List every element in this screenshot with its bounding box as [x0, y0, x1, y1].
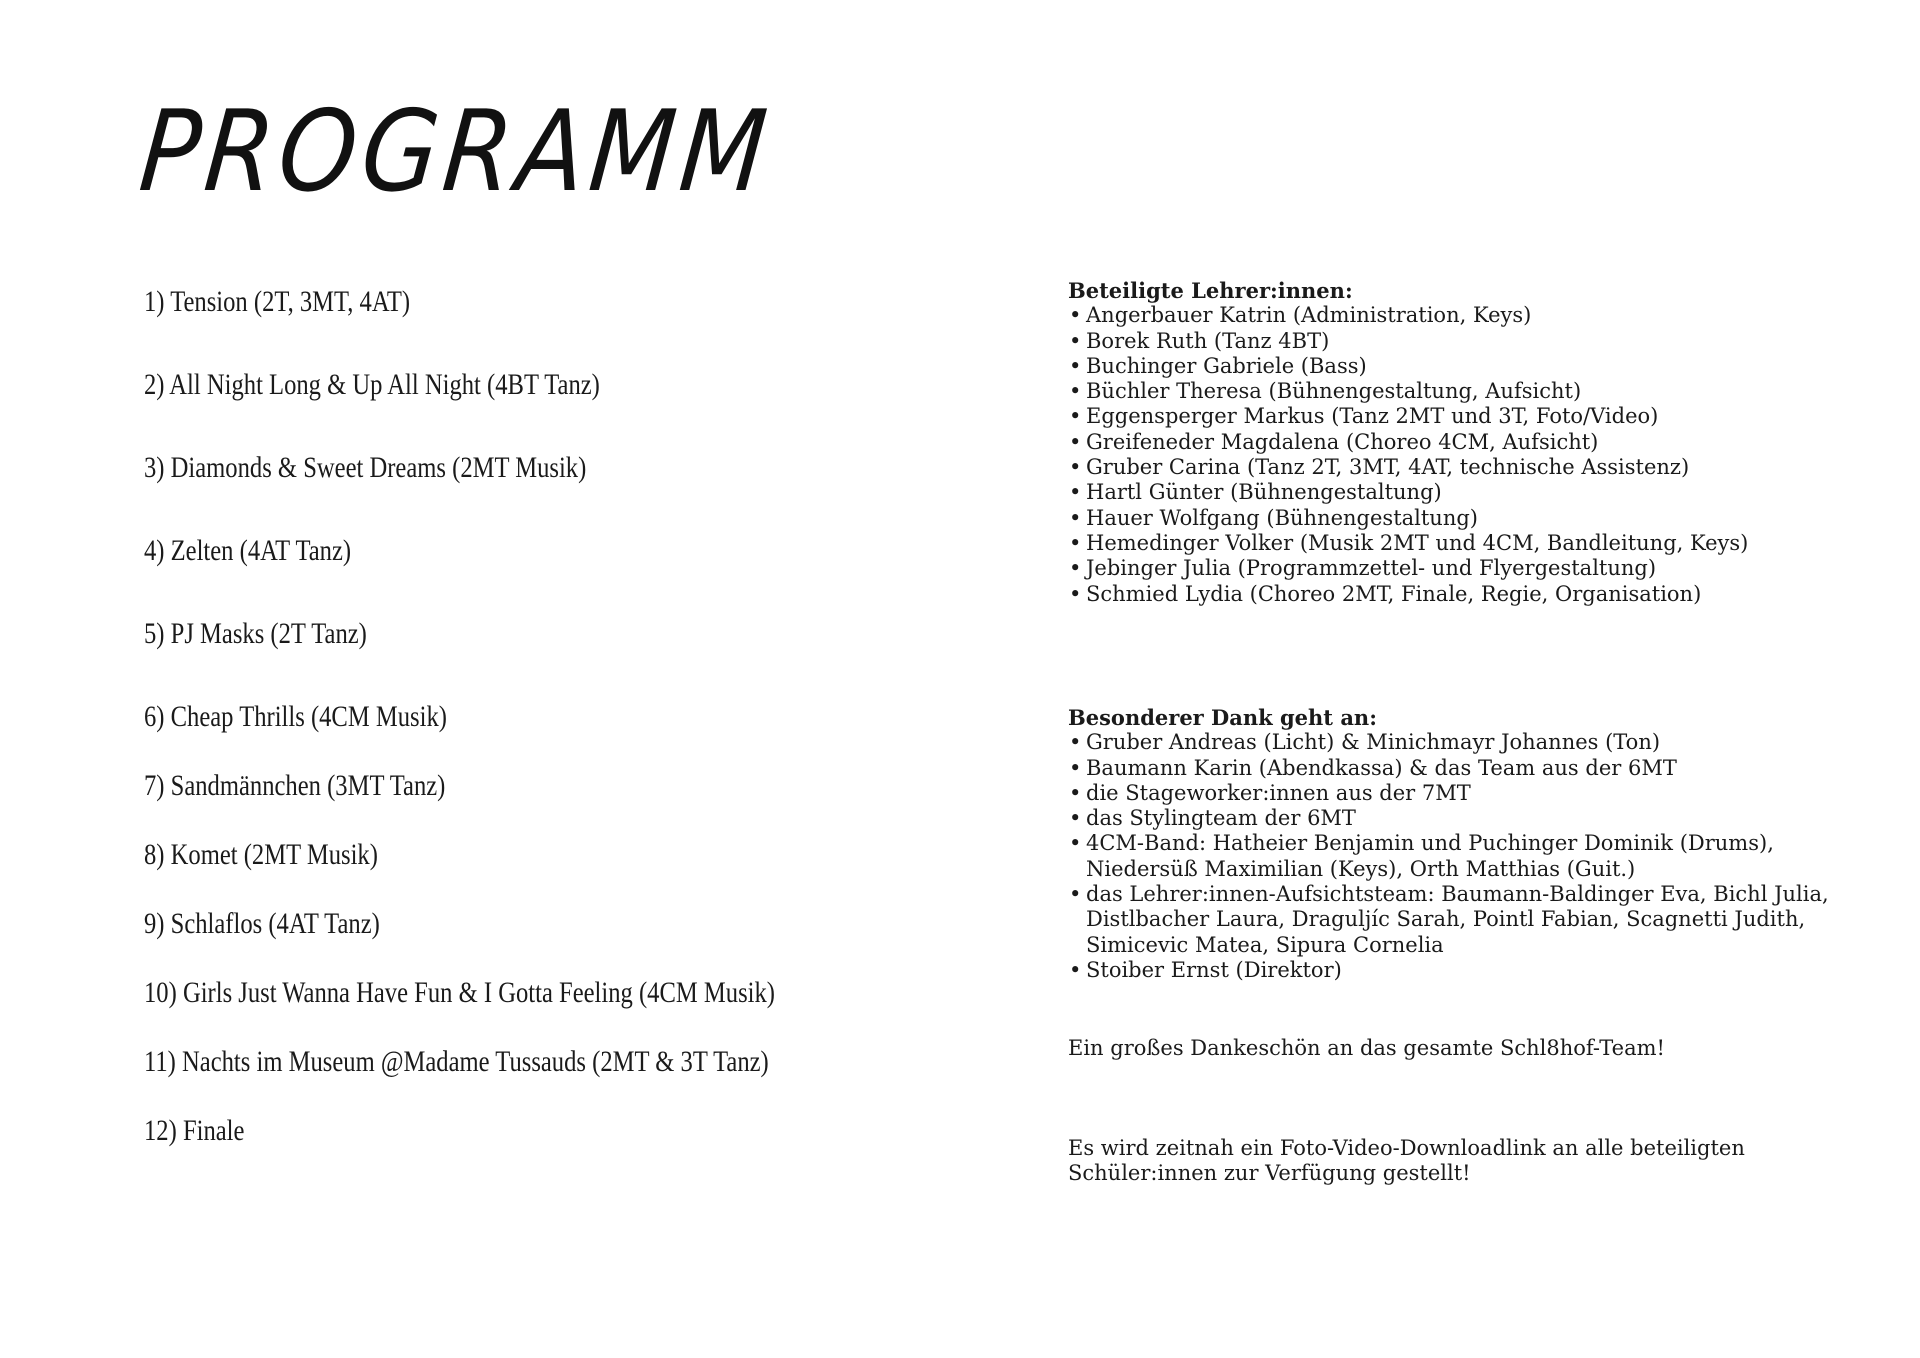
program-item: 11) Nachts im Museum @Madame Tussauds (2MT & 3T Tanz)	[144, 1045, 769, 1078]
thanks-heading: Besonderer Dank geht an:	[1068, 705, 1377, 730]
teacher-item: • Eggensperger Markus (Tanz 2MT und 3T, Foto/Video)	[1068, 404, 1888, 429]
teacher-item: • Greifeneder Magdalena (Choreo 4CM, Aufsicht)	[1068, 430, 1888, 455]
thanks-section	[1068, 705, 1888, 983]
teacher-item: • Schmied Lydia (Choreo 2MT, Finale, Regie, Organisation)	[1068, 582, 1888, 607]
teacher-item: • Büchler Theresa (Bühnengestaltung, Aufsicht)	[1068, 379, 1888, 404]
teacher-item: • Gruber Carina (Tanz 2T, 3MT, 4AT, technische Assistenz)	[1068, 455, 1888, 480]
program-item: 6) Cheap Thrills (4CM Musik)	[144, 700, 447, 733]
download-notice: Es wird zeitnah ein Foto-Video-Downloadlink an alle beteiligten Schüler:innen zur Verfügung gestellt!	[1068, 1136, 1745, 1186]
thanks-item: • das Stylingteam der 6MT	[1068, 806, 1888, 831]
program-item: 5) PJ Masks (2T Tanz)	[144, 617, 367, 650]
program-item: 2) All Night Long & Up All Night (4BT Tanz)	[144, 368, 600, 401]
teacher-item: • Buchinger Gabriele (Bass)	[1068, 354, 1888, 379]
program-item: 4) Zelten (4AT Tanz)	[144, 534, 352, 567]
thanks-list	[1068, 730, 1888, 983]
teachers-heading: Beteiligte Lehrer:innen:	[1068, 278, 1353, 303]
program-item: 1) Tension (2T, 3MT, 4AT)	[144, 285, 411, 318]
teacher-item: • Jebinger Julia (Programmzettel- und Flyergestaltung)	[1068, 556, 1888, 581]
program-item: 10) Girls Just Wanna Have Fun & I Gotta Feeling (4CM Musik)	[144, 976, 775, 1009]
program-item: 7) Sandmännchen (3MT Tanz)	[144, 769, 446, 802]
thanks-item: • Stoiber Ernst (Direktor)	[1068, 958, 1888, 983]
program-item: 9) Schlaflos (4AT Tanz)	[144, 907, 380, 940]
thanks-item: • 4CM-Band: Hatheier Benjamin und Puchinger Dominik (Drums), Niedersüß Maximilian (Keys), Orth Matthias (Guit.)	[1068, 831, 1888, 882]
thanks-item: • die Stageworker:innen aus der 7MT	[1068, 781, 1888, 806]
thanks-item: • das Lehrer:innen-Aufsichtsteam: Baumann-Baldinger Eva, Bichl Julia, Distlbacher Laura, Draguljíc Sarah, Pointl Fabian, Scagnetti Judith, Simicevic Matea, Sipura Cornelia	[1068, 882, 1888, 958]
page-title: PROGRAMM	[134, 87, 777, 217]
teachers-list	[1068, 303, 1888, 607]
closing-text: Ein großes Dankeschön an das gesamte Schl8hof-Team!	[1068, 1036, 1665, 1060]
teachers-section	[1068, 278, 1888, 607]
program-item: 3) Diamonds & Sweet Dreams (2MT Musik)	[144, 451, 587, 484]
teacher-item: • Borek Ruth (Tanz 4BT)	[1068, 329, 1888, 354]
program-item: 12) Finale	[144, 1114, 245, 1147]
teacher-item: • Hartl Günter (Bühnengestaltung)	[1068, 480, 1888, 505]
teacher-item: • Angerbauer Katrin (Administration, Keys)	[1068, 303, 1888, 328]
teacher-item: • Hemedinger Volker (Musik 2MT und 4CM, Bandleitung, Keys)	[1068, 531, 1888, 556]
thanks-item: • Baumann Karin (Abendkassa) & das Team aus der 6MT	[1068, 756, 1888, 781]
thanks-item: • Gruber Andreas (Licht) & Minichmayr Johannes (Ton)	[1068, 730, 1888, 755]
teacher-item: • Hauer Wolfgang (Bühnengestaltung)	[1068, 506, 1888, 531]
program-item: 8) Komet (2MT Musik)	[144, 838, 378, 871]
